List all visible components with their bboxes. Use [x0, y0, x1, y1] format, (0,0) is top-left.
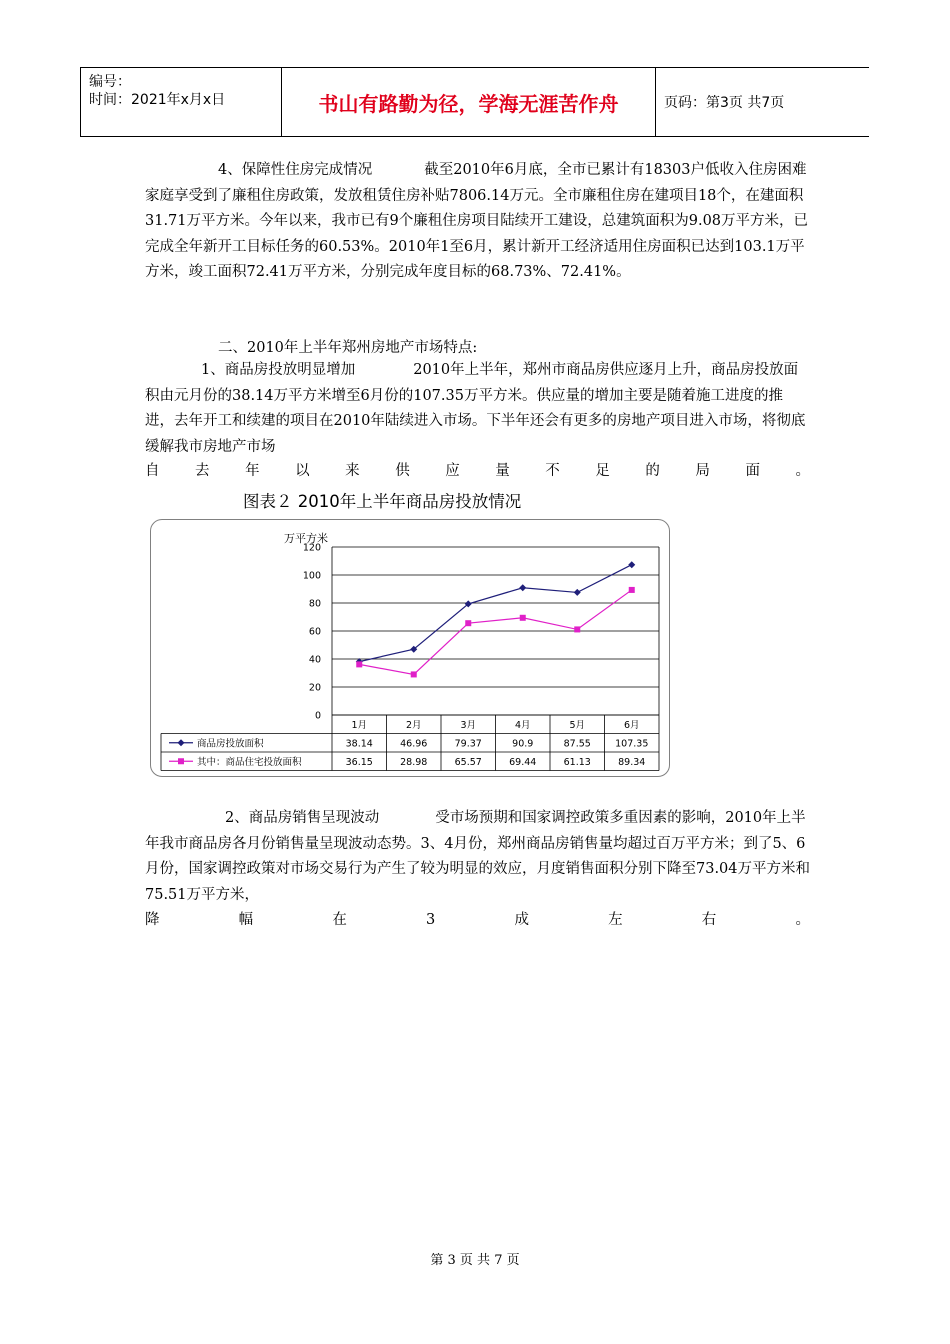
data-point-marker [519, 584, 526, 591]
data-value-label: 87.55 [563, 738, 591, 750]
data-point-marker [411, 671, 417, 677]
y-tick-label: 120 [302, 542, 321, 554]
data-value-label: 65.57 [454, 756, 482, 768]
data-point-marker [356, 661, 362, 667]
page-footer: 第 3 页 共 7 页 [430, 1253, 520, 1268]
data-point-marker [574, 626, 580, 632]
legend-marker [178, 739, 185, 746]
x-tick-label: 6月 [623, 720, 640, 731]
section4-text: 截至2010年6月底，全市已累计有18303户低收入住房困难家庭享受到了廉租住房政策，发放租赁住房补贴7806.14万元。全市廉租住房在建项目18个，在建面积31.71万平方米。今年以来，我市已有9个廉租住房项目陆续开工建设，总建筑面积为9.08万平方米，已完成全年新开工目标任务的60.53%。2010年1至6月，累计新开工经济适用住房面积已达到103.1万平方米，竣工面积72.41万平方米，分别完成年度目标的68.73%、72.41%。 [145, 162, 809, 280]
x-tick-label: 2月 [405, 720, 422, 731]
point2-heading: 2、商品房销售呈现波动 [225, 810, 380, 826]
section-two-title: 二、2010年上半年郑州房地产市场特点: [218, 340, 478, 356]
series-line [359, 565, 632, 662]
y-tick-label: 100 [302, 570, 321, 582]
page-header [80, 67, 869, 137]
header-meta [80, 68, 282, 136]
data-value-label: 90.9 [512, 738, 534, 750]
legend-label: 商品房投放面积 [197, 738, 264, 750]
legend-marker [178, 758, 184, 764]
data-point-marker [574, 589, 581, 596]
point2-last-line: 降幅在3成左右。 [145, 912, 810, 928]
y-tick-label: 0 [314, 710, 321, 722]
data-value-label: 107.35 [615, 738, 649, 750]
time-label: 时间：2021年x月x日 [89, 92, 226, 108]
x-tick-label: 1月 [351, 720, 368, 731]
x-tick-label: 3月 [460, 720, 477, 731]
point1-text: 2010年上半年，郑州市商品房供应逐月上升，商品房投放面积由元月份的38.14万平方米增至6月份的107.35万平方米。供应量的增加主要是随着施工进度的推进，去年开工和续建的项目在2010年陆续进入市场。下半年还会有更多的房地产项目进入市场，将彻底缓解我市房地产市场 [145, 362, 806, 455]
point1-heading: 1、商品房投放明显增加 [201, 362, 356, 378]
header-page-cell [656, 68, 869, 136]
series-line [359, 590, 632, 675]
data-value-label: 36.15 [345, 756, 373, 768]
data-value-label: 61.13 [563, 756, 591, 768]
y-axis-label: 万平方米 [284, 532, 328, 545]
y-tick-label: 40 [308, 654, 321, 666]
line-chart [151, 520, 669, 776]
number-label: 编号： [89, 74, 131, 90]
data-point-marker [520, 615, 526, 621]
x-tick-label: 4月 [514, 720, 531, 731]
point1-paragraph [145, 358, 810, 460]
header-motto-cell [282, 68, 656, 136]
header-motto: 书山有路勤为径，学海无涯苦作舟 [318, 91, 619, 116]
y-tick-label: 60 [308, 626, 321, 638]
y-tick-label: 80 [308, 598, 321, 610]
data-value-label: 69.44 [509, 756, 537, 768]
data-value-label: 46.96 [400, 738, 428, 750]
section4-paragraph [145, 158, 810, 286]
header-page-label: 页码：第3页 共7页 [664, 95, 785, 111]
point1-last-line: 自去年以来供应量不足的局面。 [145, 463, 810, 479]
data-point-marker [628, 561, 635, 568]
data-value-label: 89.34 [618, 756, 646, 768]
data-value-label: 28.98 [400, 756, 428, 768]
data-point-marker [629, 587, 635, 593]
section4-heading: 4、保障性住房完成情况 [218, 162, 373, 178]
point2-paragraph [145, 806, 810, 908]
chart-title: 图表２ 2010年上半年商品房投放情况 [243, 492, 522, 511]
point2-text: 受市场预期和国家调控政策多重因素的影响，2010年上半年我市商品房各月份销售量呈现波动态势。3、4月份，郑州商品房销售量均超过百万平方米；到了5、6月份，国家调控政策对市场交易行为产生了较为明显的效应，月度销售面积分别下降至73.04万平方米和75.51万平方米， [145, 810, 811, 903]
y-tick-label: 20 [308, 682, 321, 694]
data-value-label: 38.14 [345, 738, 373, 750]
x-tick-label: 5月 [569, 720, 586, 731]
data-point-marker [465, 620, 471, 626]
legend-label: 其中：商品住宅投放面积 [197, 756, 302, 768]
chart-container [150, 519, 670, 777]
data-value-label: 79.37 [454, 738, 482, 750]
